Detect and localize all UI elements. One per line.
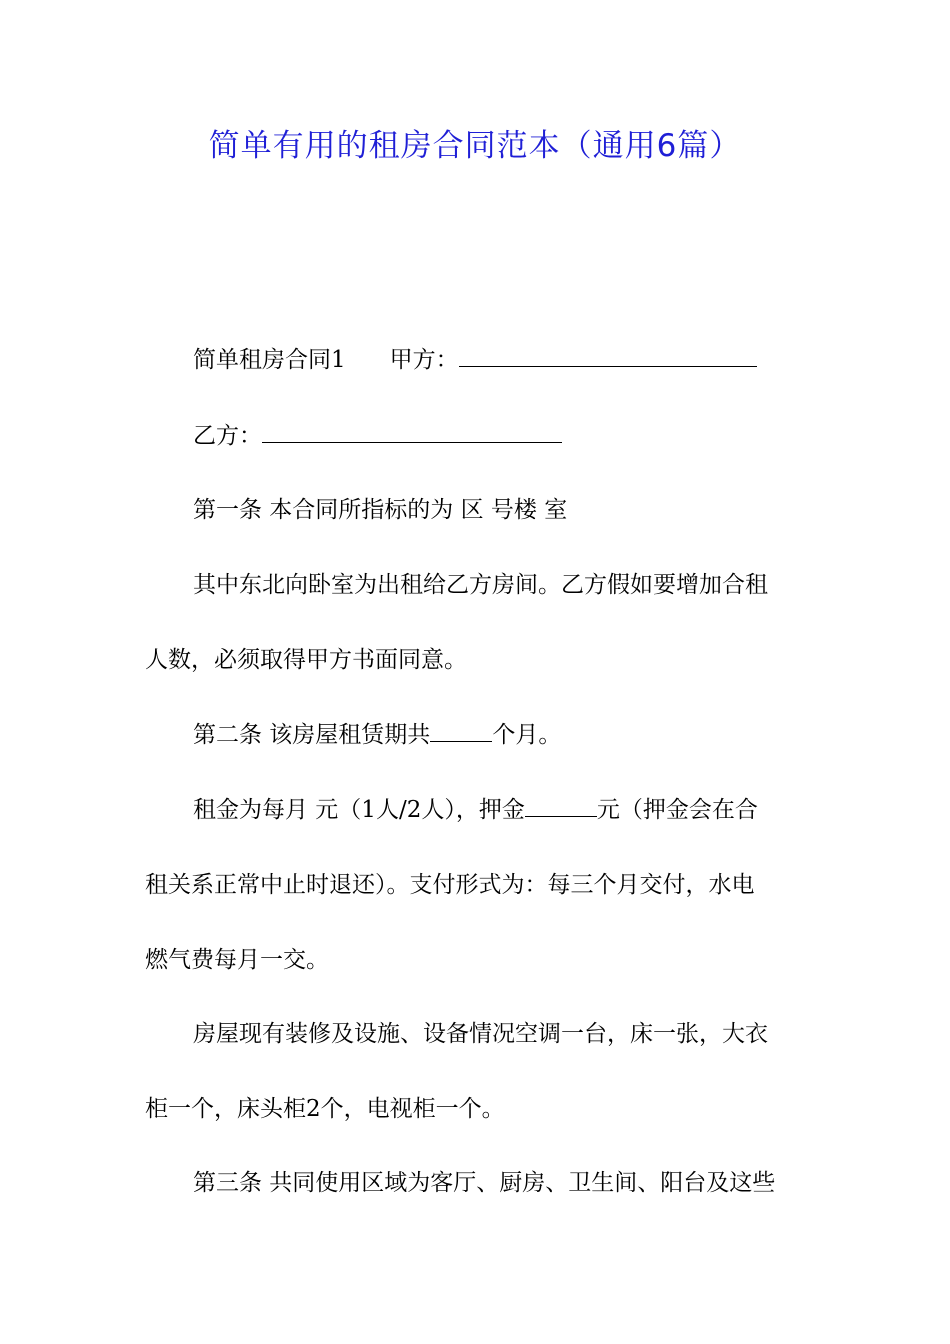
rent-text: 租金为每月 元（1人/2人），押金 [193, 797, 525, 823]
lease-term-suffix: 个月。 [492, 722, 562, 748]
party-a-blank [459, 346, 757, 367]
rent-text-suffix: 元（押金会在合 [596, 797, 758, 823]
article-1-line: 第一条 本合同所指标的为 区 号楼 室 [193, 497, 568, 523]
paragraph-line: 燃气费每月一交。 [145, 947, 329, 973]
document-title: 简单有用的租房合同范本（通用6篇） [208, 128, 742, 164]
contract-heading: 简单租房合同1 [193, 347, 346, 373]
party-b-line [193, 421, 810, 451]
deposit-blank [525, 796, 597, 817]
paragraph-line: 人数，必须取得甲方书面同意。 [145, 647, 467, 673]
article-3-line: 第三条 共同使用区域为客厅、厨房、卫生间、阳台及这些 [193, 1170, 776, 1196]
party-b-blank [262, 422, 562, 443]
party-b-label: 乙方： [193, 423, 262, 449]
paragraph-line: 房屋现有装修及设施、设备情况空调一台，床一张，大衣 [193, 1021, 768, 1047]
rent-line [193, 795, 810, 825]
lease-months-blank [430, 721, 492, 742]
paragraph-line: 其中东北向卧室为出租给乙方房间。乙方假如要增加合租 [193, 572, 768, 598]
article-2-line [193, 720, 810, 750]
party-a-line [193, 345, 810, 375]
paragraph-line: 柜一个，床头柜2个，电视柜一个。 [145, 1096, 505, 1122]
party-a-label: 甲方： [389, 347, 459, 373]
paragraph-line: 租关系正常中止时退还）。支付形式为：每三个月交付，水电 [145, 872, 755, 898]
lease-term-text: 第二条 该房屋租赁期共 [193, 722, 431, 748]
